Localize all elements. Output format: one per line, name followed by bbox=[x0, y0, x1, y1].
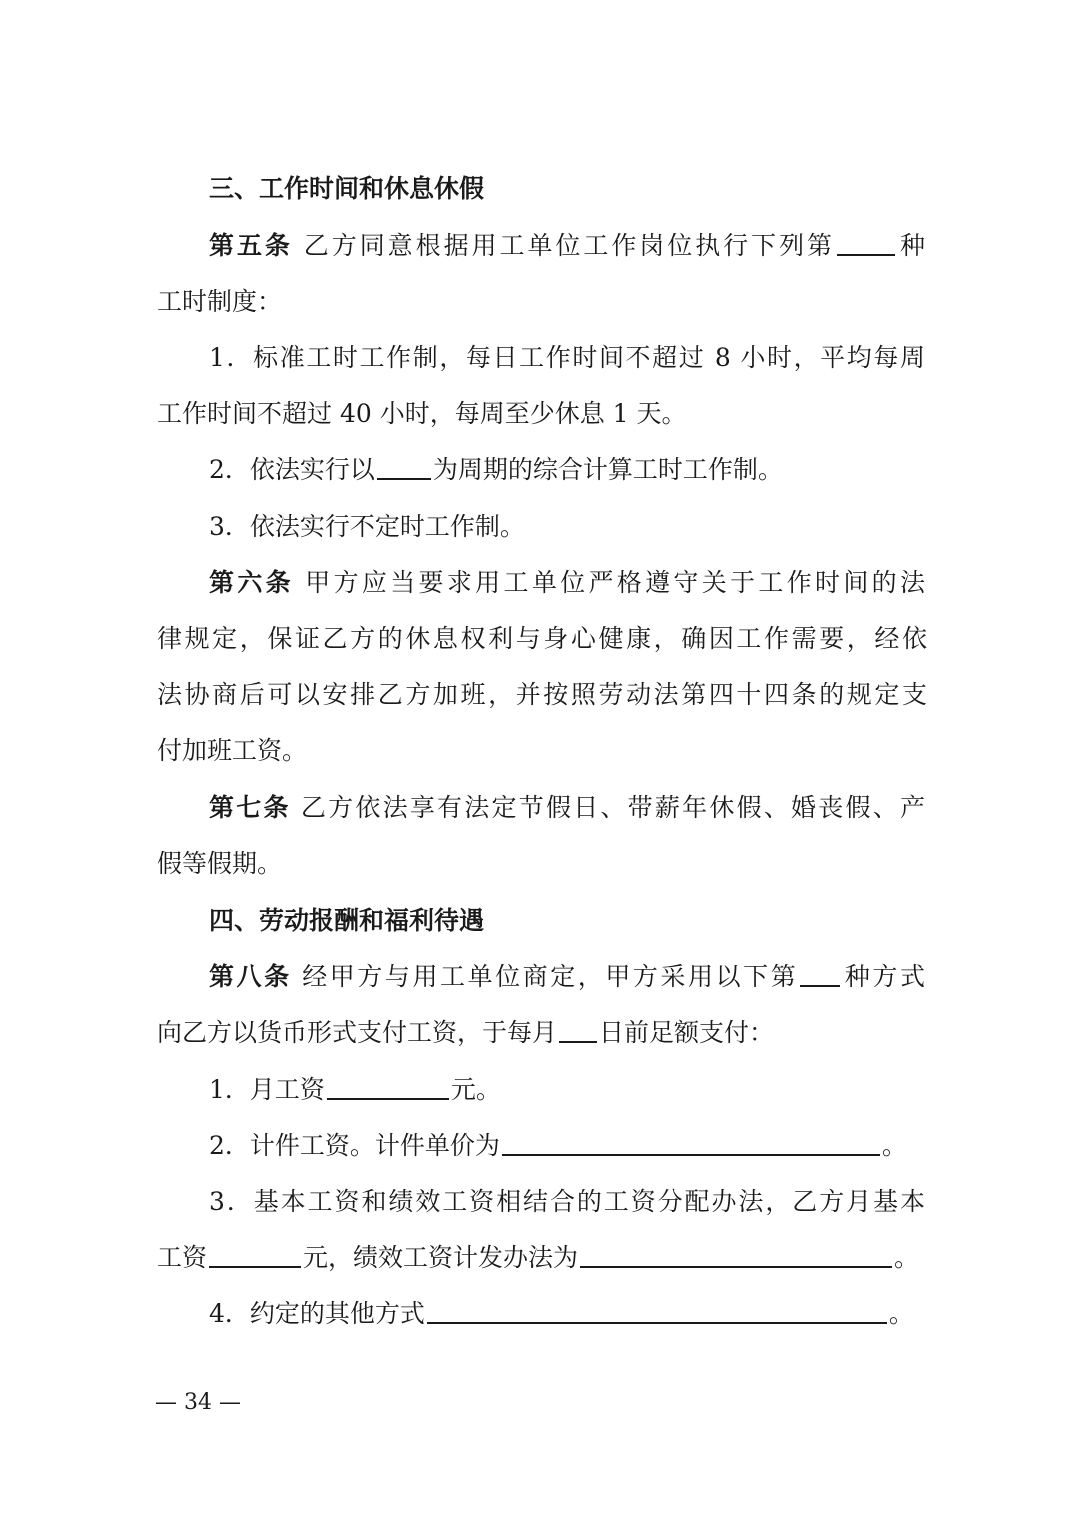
article-5-text: 乙方同意根据用工单位工作岗位执行下列第 bbox=[303, 231, 836, 260]
article-6-line-4: 付加班工资。 bbox=[157, 736, 308, 765]
base-wage-blank bbox=[209, 1240, 301, 1268]
article-6-line-2: 律规定，保证乙方的休息权利与身心健康，确因工作需要，经依 bbox=[157, 624, 927, 653]
article-8-item-1 bbox=[209, 1070, 979, 1110]
article-8-item-2-before: 2．计件工资。计件单价为 bbox=[209, 1131, 500, 1160]
article-6-line-1 bbox=[209, 563, 925, 603]
payment-method-blank bbox=[800, 959, 840, 987]
article-8-text: 经甲方与用工单位商定，甲方采用以下第 bbox=[302, 962, 799, 991]
article-7-line-2: 假等假期。 bbox=[157, 849, 283, 878]
article-8-line-2 bbox=[157, 1013, 927, 1053]
article-8-item-4-after: 。 bbox=[888, 1299, 914, 1328]
article-8-item-4 bbox=[209, 1294, 979, 1334]
article-8-item-3-line-2-c: 。 bbox=[894, 1243, 920, 1272]
article-8-item-2 bbox=[209, 1126, 979, 1166]
article-6-line-3: 法协商后可以安排乙方加班，并按照劳动法第四十四条的规定支 bbox=[157, 680, 927, 709]
performance-pay-method-blank bbox=[580, 1240, 892, 1268]
article-8-item-3-line-2-b: 元，绩效工资计发办法为 bbox=[303, 1243, 579, 1272]
section-4-title: 四、劳动报酬和福利待遇 bbox=[209, 906, 485, 935]
article-8-line-2-after: 日前足额支付： bbox=[599, 1018, 775, 1047]
other-method-blank bbox=[427, 1296, 887, 1324]
article-7-line-1 bbox=[209, 788, 925, 828]
article-5-item-1-line-1: 1．标准工时工作制，每日工作时间不超过 8 小时，平均每周 bbox=[209, 343, 925, 372]
article-5-item-3: 3．依法实行不定时工作制。 bbox=[209, 512, 525, 541]
article-5-line-1 bbox=[209, 226, 925, 266]
article-8-item-3-line-2 bbox=[157, 1238, 927, 1278]
article-8-item-1-after: 元。 bbox=[450, 1075, 501, 1104]
article-8-item-3-line-1: 3．基本工资和绩效工资相结合的工资分配办法，乙方月基本 bbox=[209, 1187, 925, 1216]
article-5-item-2-after: 为周期的综合计算工时工作制。 bbox=[432, 455, 783, 484]
article-7-label: 第七条 bbox=[209, 793, 291, 822]
article-5-item-2 bbox=[209, 450, 979, 490]
page-number: — 34 — bbox=[155, 1390, 241, 1415]
article-6-label: 第六条 bbox=[209, 568, 294, 597]
article-8-label: 第八条 bbox=[209, 962, 292, 991]
monthly-wage-blank bbox=[327, 1072, 449, 1100]
article-8-line-2-before: 向乙方以货币形式支付工资，于每月 bbox=[157, 1018, 558, 1047]
piece-rate-blank bbox=[502, 1128, 880, 1156]
article-6-text: 甲方应当要求用工单位严格遵守关于工作时间的法 bbox=[305, 568, 925, 597]
work-hour-system-blank bbox=[837, 228, 895, 256]
article-5-line-2: 工时制度： bbox=[157, 287, 283, 316]
section-3-title: 三、工作时间和休息休假 bbox=[209, 174, 485, 203]
article-5-line-1-end: 种 bbox=[897, 231, 925, 260]
article-5-label: 第五条 bbox=[209, 231, 293, 260]
article-8-item-4-before: 4．约定的其他方式 bbox=[209, 1299, 425, 1328]
article-8-item-3-line-2-a: 工资 bbox=[157, 1243, 208, 1272]
article-8-item-2-after: 。 bbox=[881, 1131, 907, 1160]
pay-day-blank bbox=[559, 1015, 597, 1043]
article-8-item-1-before: 1．月工资 bbox=[209, 1075, 325, 1104]
article-7-text: 乙方依法享有法定节假日、带薪年休假、婚丧假、产 bbox=[300, 793, 925, 822]
article-5-item-2-before: 2．依法实行以 bbox=[209, 455, 375, 484]
article-8-line-1 bbox=[209, 957, 925, 997]
article-5-item-1-line-2: 工作时间不超过 40 小时，每周至少休息 1 天。 bbox=[157, 399, 687, 428]
cycle-period-blank bbox=[377, 452, 431, 480]
article-8-line-1-end: 种方式 bbox=[842, 962, 925, 991]
